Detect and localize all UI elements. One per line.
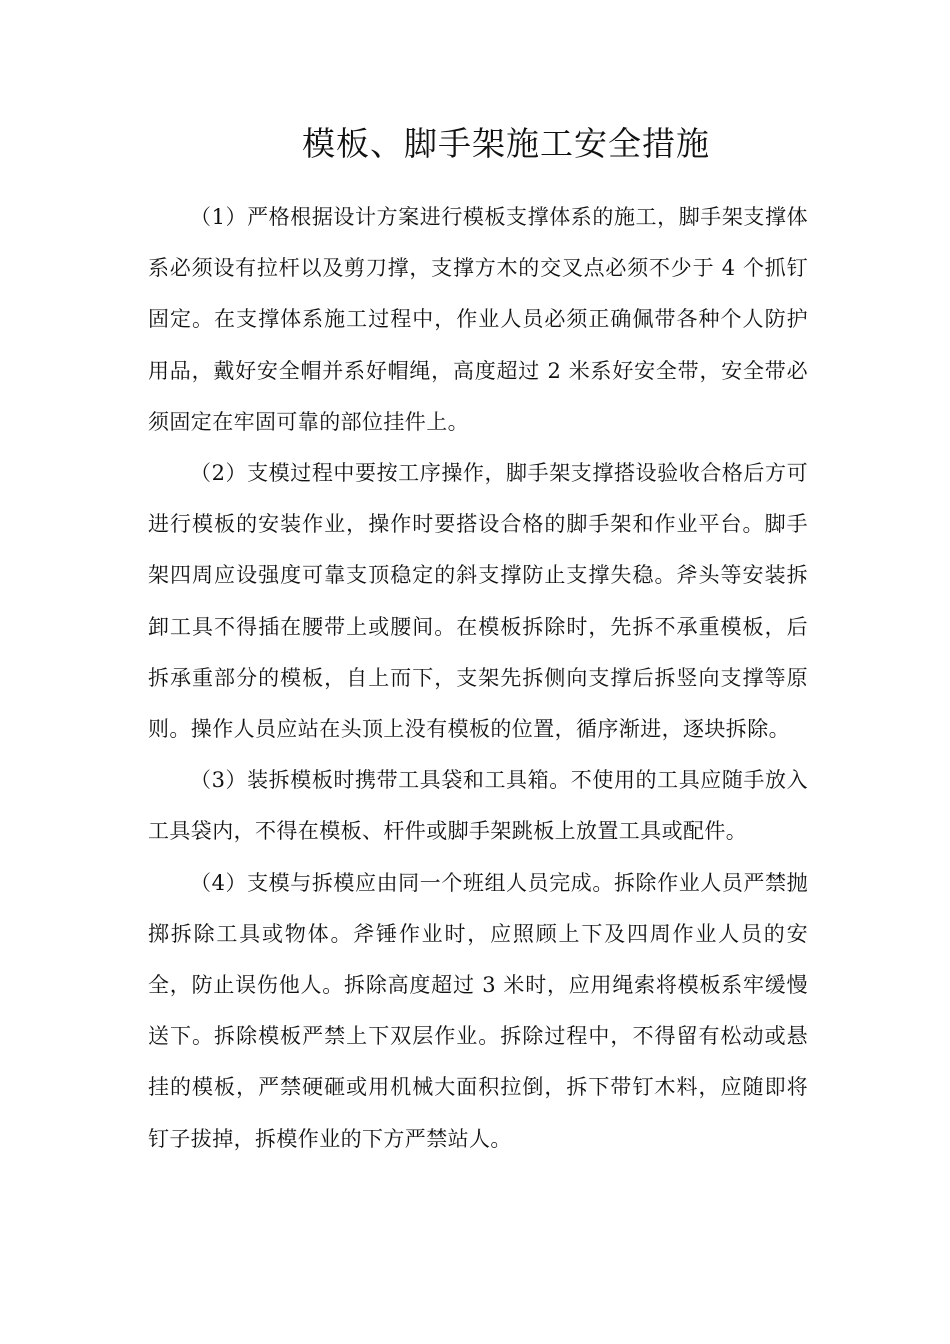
document-body: [148, 192, 808, 1165]
paragraph-3: （3）装拆模板时携带工具袋和工具箱。不使用的工具应随手放入工具袋内，不得在模板、杆件或脚手架跳板上放置工具或配件。: [148, 768, 808, 844]
document-title: 模板、脚手架施工安全措施: [302, 124, 710, 163]
paragraph-2: （2）支模过程中要按工序操作，脚手架支撑搭设验收合格后方可进行模板的安装作业，操作时要搭设合格的脚手架和作业平台。脚手架四周应设强度可靠支顶稳定的斜支撑防止支撑失稳。斧头等安装拆卸工具不得插在腰带上或腰间。在模板拆除时，先拆不承重模板，后拆承重部分的模板，自上而下，支架先拆侧向支撑后拆竖向支撑等原则。操作人员应站在头顶上没有模板的位置，循序渐进，逐块拆除。: [148, 461, 808, 742]
paragraph-1: （1）严格根据设计方案进行模板支撑体系的施工，脚手架支撑体系必须设有拉杆以及剪刀撑，支撑方木的交叉点必须不少于 4 个抓钉固定。在支撑体系施工过程中，作业人员必须正确佩带各种个人防护用品，戴好安全帽并系好帽绳，高度超过 2 米系好安全带，安全带必须固定在牢固可靠的部位挂件上。: [148, 205, 808, 434]
paragraph-4: （4）支模与拆模应由同一个班组人员完成。拆除作业人员严禁抛掷拆除工具或物体。斧锤作业时，应照顾上下及四周作业人员的安全，防止误伤他人。拆除高度超过 3 米时，应用绳索将模板系牢缓慢送下。拆除模板严禁上下双层作业。拆除过程中，不得留有松动或悬挂的模板，严禁硬砸或用机械大面积拉倒，拆下带钉木料，应随即将钉子拔掉，拆模作业的下方严禁站人。: [148, 870, 808, 1151]
